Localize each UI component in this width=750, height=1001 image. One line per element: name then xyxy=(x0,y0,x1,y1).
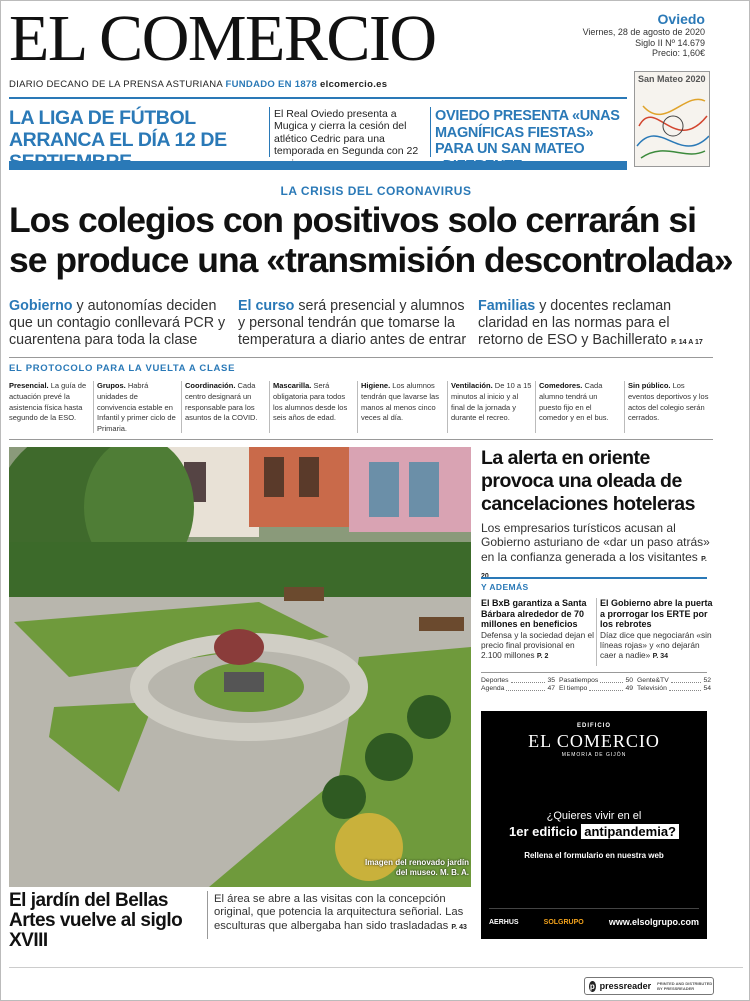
index-row[interactable] xyxy=(637,685,711,693)
index-column xyxy=(559,677,633,693)
index-column xyxy=(637,677,711,693)
subhead-lead: Gobierno xyxy=(9,298,73,314)
divider xyxy=(269,107,270,157)
subhead-lead: El curso xyxy=(238,298,295,314)
index-page: 47 xyxy=(547,685,555,693)
subhead-text: y autonomías deciden que un contagio conllevará PCR y cuarentena para toda la clase xyxy=(9,298,226,348)
brief-title: El Gobierno abre la puerta a prorrogar los ERTE por los rebrotes xyxy=(600,598,713,629)
alerta-text: Los empresarios turísticos acusan al Gobierno asturiano de «dar un paso atrás» en la confianza generada a los visitantes xyxy=(481,521,710,564)
jardin-ref: P. 43 xyxy=(451,923,467,931)
divider xyxy=(596,598,597,666)
index-page: 50 xyxy=(625,677,633,684)
garden-illustration xyxy=(9,447,471,887)
san-mateo-promo[interactable] xyxy=(634,71,710,167)
index-label: Gente&TV xyxy=(637,677,669,684)
edition-city: Oviedo xyxy=(657,11,705,27)
promo-title: San Mateo 2020 xyxy=(638,74,706,84)
protocol-item-lead: Higiene. xyxy=(361,381,391,390)
ad-footer-bar xyxy=(489,908,699,927)
index-column xyxy=(481,677,555,693)
pressreader-label: pressreader xyxy=(599,981,652,991)
ad-brand-aerhus: AERHUS xyxy=(489,918,519,926)
brief-bxb[interactable] xyxy=(481,598,594,662)
subhead-text: y docentes reclaman claridad en las normas para el retorno de ESO y Bachillerato xyxy=(478,298,672,348)
index-label: El tiempo xyxy=(559,685,588,693)
index-row[interactable] xyxy=(481,685,555,693)
protocol-item-text: Los alumnos tendrán que lavarse las manos al menos cinco veces al día. xyxy=(361,381,439,423)
protocol-item xyxy=(361,381,443,424)
jardin-summary xyxy=(214,893,469,934)
protocol-item-lead: Ventilación. xyxy=(451,381,493,390)
ad-question-2a: 1er edificio xyxy=(508,824,578,839)
photo-caption-credit: M. B. A. xyxy=(439,868,469,877)
ad-brand-solgrupo: SOLGRUPO xyxy=(543,918,584,926)
tagline-site[interactable]: elcomercio.es xyxy=(320,79,388,90)
protocol-item xyxy=(628,381,710,424)
protocol-item-text: Habrá unidades de convivencia estable en Infantil y primer ciclo de Primaria. xyxy=(97,381,176,434)
index-row[interactable] xyxy=(637,677,711,685)
brief-ref: P. 34 xyxy=(652,652,669,660)
ad-question-1: ¿Quieres vivir en el xyxy=(546,810,642,822)
section-rule xyxy=(481,672,707,673)
protocol-item-lead: Grupos. xyxy=(97,381,126,390)
section-rule xyxy=(9,357,713,358)
protocol-item-text: Los eventos deportivos y los actos del colegio serán cerrados. xyxy=(628,381,709,423)
ad-logo-sub: MEMORIA DE GIJÓN xyxy=(561,752,627,758)
protocol-item-lead: Presencial. xyxy=(9,381,49,390)
pressreader-icon: p xyxy=(589,981,595,991)
protocol-item xyxy=(273,381,355,424)
brief-text: Defensa y la sociedad dejan el precio final provisional en 2.100 millones xyxy=(481,629,595,660)
photo-caption-text: Imagen del renovado jardín del museo. xyxy=(364,858,469,877)
divider xyxy=(207,891,208,939)
index-page: 52 xyxy=(703,677,711,684)
protocol-title: EL PROTOCOLO PARA LA VUELTA A CLASE xyxy=(9,363,236,374)
ad-question-2b: antipandemia? xyxy=(581,824,679,839)
index-label: Televisión xyxy=(637,685,667,693)
alerta-summary xyxy=(481,521,711,584)
masthead-title[interactable]: EL COMERCIO xyxy=(9,2,436,75)
masthead-tagline xyxy=(9,79,387,90)
pressreader-fine-print: PRINTED AND DISTRIBUTED BY PRESSREADER xyxy=(657,981,713,991)
brief-text: Díaz dice que negociarán «sin líneas rojas» y «no dejarán caer a nadie» xyxy=(600,629,712,660)
garden-photo[interactable] xyxy=(9,447,471,887)
protocol-item-lead: Coordinación. xyxy=(185,381,236,390)
main-headline[interactable]: Los colegios con positivos solo cerrarán si se produce una «transmisión descontrolada» xyxy=(9,200,733,280)
index-label: Deportes xyxy=(481,677,509,684)
ad-logo: EL COMERCIO xyxy=(528,731,660,751)
subhead-ref: P. 14 A 17 xyxy=(671,339,703,346)
jardin-text: El área se abre a las visitas con la concepción original, que potencia la arquitectura señorial. Las esculturas que albergaba han sido trasladadas xyxy=(214,893,464,932)
edificio-ad[interactable] xyxy=(481,711,707,939)
promo-illustration xyxy=(635,86,710,166)
oviedo-note-text: El Real Oviedo presenta a Mugica y cierra la cesión del atlético Cedric para una temporada en Segunda con 22 xyxy=(274,108,419,158)
protocol-item-text: Cada alumno tendrá un puesto fijo en el comedor y en el bus. xyxy=(539,381,609,423)
protocol-item xyxy=(97,381,179,435)
main-kicker: LA CRISIS DEL CORONAVIRUS xyxy=(280,184,472,198)
divider xyxy=(430,107,431,157)
protocol-item-text: Cada centro designará un responsable para los asuntos de la COVID. xyxy=(185,381,258,423)
top-strip-bar xyxy=(9,161,627,170)
divider xyxy=(181,381,182,433)
liga-headline[interactable]: LA LIGA DE FÚTBOL ARRANCA EL DÍA 12 DE xyxy=(9,107,227,151)
tagline-text: DIARIO DECANO DE LA PRENSA ASTURIANA xyxy=(9,79,223,90)
divider xyxy=(535,381,536,433)
divider xyxy=(447,381,448,433)
protocol-item xyxy=(539,381,621,424)
section-rule xyxy=(481,577,707,579)
footer-rule xyxy=(9,967,743,968)
brief-ref: P. 2 xyxy=(536,652,549,660)
edition-issue: Siglo II Nº 14.679 xyxy=(635,37,705,48)
divider xyxy=(624,381,625,433)
divider xyxy=(269,381,270,433)
photo-caption xyxy=(361,858,469,878)
ad-url[interactable]: www.elsolgrupo.com xyxy=(608,917,699,927)
divider xyxy=(93,381,94,433)
ad-question-2 xyxy=(481,824,707,839)
top-strip-line xyxy=(9,97,627,99)
ad-form-cta: Rellena el formulario en nuestra web xyxy=(524,851,664,860)
subhead-text: será presencial y alumnos y personal tendrán que tomarse la temperatura a diario antes de entrar xyxy=(238,298,467,348)
brief-title: El BxB garantiza a Santa Bárbara alrededor de 70 millones en beneficios xyxy=(481,598,587,629)
index-page: 35 xyxy=(547,677,555,684)
fiestas-text: OVIEDO PRESENTA «UNAS MAGNÍFICAS FIESTAS» PARA UN SAN MATEO xyxy=(435,108,620,157)
index-label: Pasatiempos xyxy=(559,677,599,684)
index-page: 49 xyxy=(625,685,633,693)
index-page: 54 xyxy=(703,685,711,693)
protocol-item-lead: Mascarilla. xyxy=(273,381,312,390)
subhead-gobierno[interactable] xyxy=(9,298,231,349)
protocol-item xyxy=(451,381,533,424)
protocol-item-lead: Sin público. xyxy=(628,381,671,390)
subhead-familias[interactable] xyxy=(478,298,713,351)
ad-edificio: EDIFICIO xyxy=(576,723,611,729)
protocol-item-text: La guía de actuación prevé la asistencia física hasta segundo de la ESO. xyxy=(9,381,87,423)
edition-price: Precio: 1,60€ xyxy=(651,48,705,58)
alerta-headline[interactable]: La alerta en oriente provoca una oleada de cancelaciones hoteleras xyxy=(481,447,695,515)
index-row[interactable] xyxy=(481,677,555,685)
index-label: Agenda xyxy=(481,685,505,693)
protocol-item-text: Será obligatoria para todos los alumnos desde los seis años de edad. xyxy=(273,381,348,423)
pressreader-badge[interactable] xyxy=(584,977,714,995)
divider xyxy=(357,381,358,433)
section-rule xyxy=(9,439,713,440)
protocol-item xyxy=(9,381,91,424)
ademas-label: Y ADEMÁS xyxy=(481,582,529,592)
jardin-headline[interactable]: El jardín del Bellas Artes vuelve al siglo XVIII xyxy=(9,890,183,951)
index-row[interactable] xyxy=(559,685,633,693)
subhead-lead: Familias xyxy=(478,298,536,314)
tagline-founded: FUNDADO EN 1878 xyxy=(225,79,318,90)
edition-info xyxy=(583,11,705,59)
index-row[interactable] xyxy=(559,677,633,685)
brief-erte[interactable] xyxy=(600,598,713,662)
protocol-item-lead: Comedores. xyxy=(539,381,583,390)
edition-date: Viernes, 28 de agosto de 2020 xyxy=(582,27,705,37)
subhead-curso[interactable] xyxy=(238,298,468,349)
protocol-item-text: De 10 a 15 minutos al inicio y al final de la jornada y durante el recreo. xyxy=(451,381,532,423)
alerta-ref: P. xyxy=(701,555,707,563)
protocol-item xyxy=(185,381,267,424)
